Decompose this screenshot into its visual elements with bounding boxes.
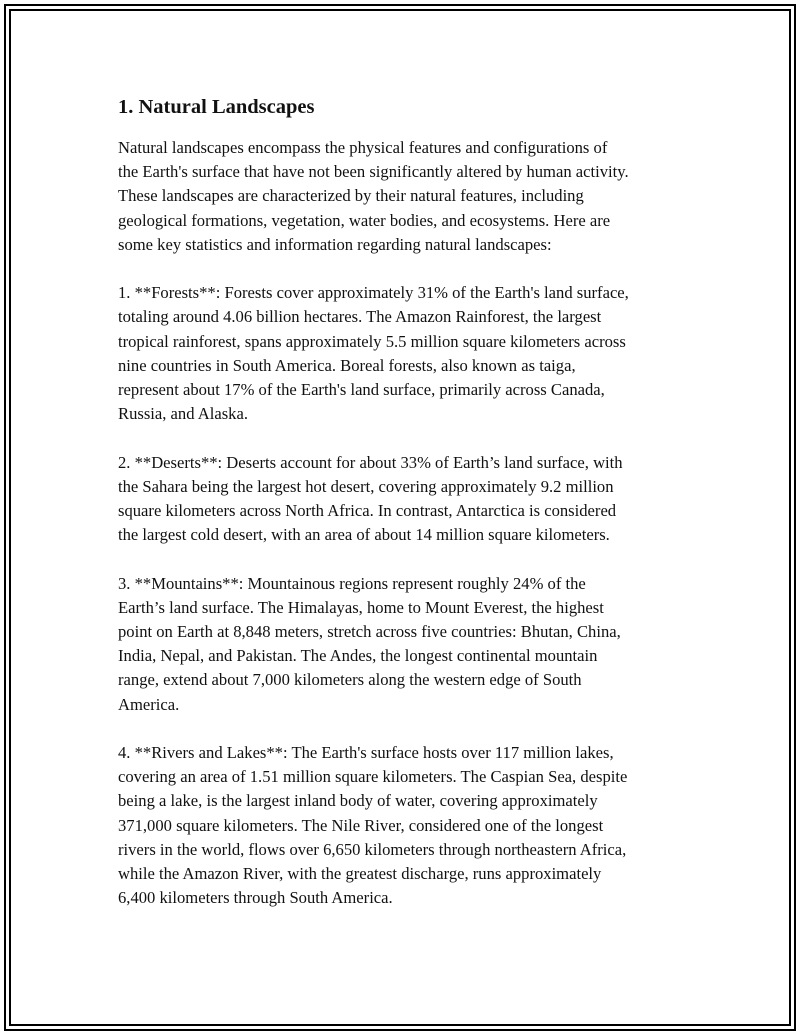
paragraph-line: geological formations, vegetation, water bodies, and ecosystems. Here are	[118, 210, 611, 230]
paragraph-line: point on Earth at 8,848 meters, stretch across five countries: Bhutan, China,	[118, 622, 621, 642]
forests-paragraph	[118, 281, 698, 426]
paragraph-line: America.	[118, 694, 180, 714]
paragraph-line: Russia, and Alaska.	[118, 404, 248, 424]
paragraph-line: the Sahara being the largest hot desert, covering approximately 9.2 million	[118, 476, 614, 496]
section-title: 1. Natural Landscapes	[118, 96, 315, 118]
deserts-paragraph	[118, 451, 698, 548]
paragraph-line: These landscapes are characterized by their natural features, including	[118, 186, 584, 206]
paragraph-line: India, Nepal, and Pakistan. The Andes, the longest continental mountain	[118, 646, 598, 666]
paragraph-line: represent about 17% of the Earth's land surface, primarily across Canada,	[118, 380, 605, 400]
paragraph-line: tropical rainforest, spans approximately 5.5 million square kilometers across	[118, 331, 626, 351]
paragraph-line: 2. **Deserts**: Deserts account for about 33% of Earth’s land surface, with	[118, 452, 623, 472]
paragraph-line: covering an area of 1.51 million square kilometers. The Caspian Sea, despite	[118, 767, 628, 787]
paragraph-line: nine countries in South America. Boreal forests, also known as taiga,	[118, 355, 576, 375]
rivers-lakes-paragraph	[118, 741, 698, 910]
paragraph-line: 4. **Rivers and Lakes**: The Earth's surface hosts over 117 million lakes,	[118, 743, 614, 763]
mountains-paragraph	[118, 572, 698, 717]
paragraph-line: Earth’s land surface. The Himalayas, home to Mount Everest, the highest	[118, 597, 604, 617]
paragraph-line: Natural landscapes encompass the physical features and configurations of	[118, 138, 608, 157]
paragraph-line: range, extend about 7,000 kilometers along the western edge of South	[118, 670, 582, 690]
paragraph-line: being a lake, is the largest inland body of water, covering approximately	[118, 791, 598, 811]
paragraph-line: 1. **Forests**: Forests cover approximately 31% of the Earth's land surface,	[118, 283, 629, 303]
paragraph-line: 3. **Mountains**: Mountainous regions represent roughly 24% of the	[118, 573, 586, 593]
paragraph-line: while the Amazon River, with the greatest discharge, runs approximately	[118, 864, 602, 884]
paragraph-line: rivers in the world, flows over 6,650 kilometers through northeastern Africa,	[118, 839, 627, 859]
paragraph-line: the largest cold desert, with an area of about 14 million square kilometers.	[118, 525, 610, 545]
paragraph-line: 6,400 kilometers through South America.	[118, 888, 393, 908]
paragraph-line: totaling around 4.06 billion hectares. The Amazon Rainforest, the largest	[118, 307, 602, 327]
paragraph-line: 371,000 square kilometers. The Nile River, considered one of the longest	[118, 815, 604, 835]
paragraph-line: square kilometers across North Africa. In contrast, Antarctica is considered	[118, 501, 617, 521]
paragraph-line: some key statistics and information regarding natural landscapes:	[118, 234, 552, 254]
intro-paragraph	[118, 136, 698, 257]
paragraph-line: the Earth's surface that have not been significantly altered by human activity.	[118, 162, 629, 182]
document-body	[118, 94, 698, 935]
